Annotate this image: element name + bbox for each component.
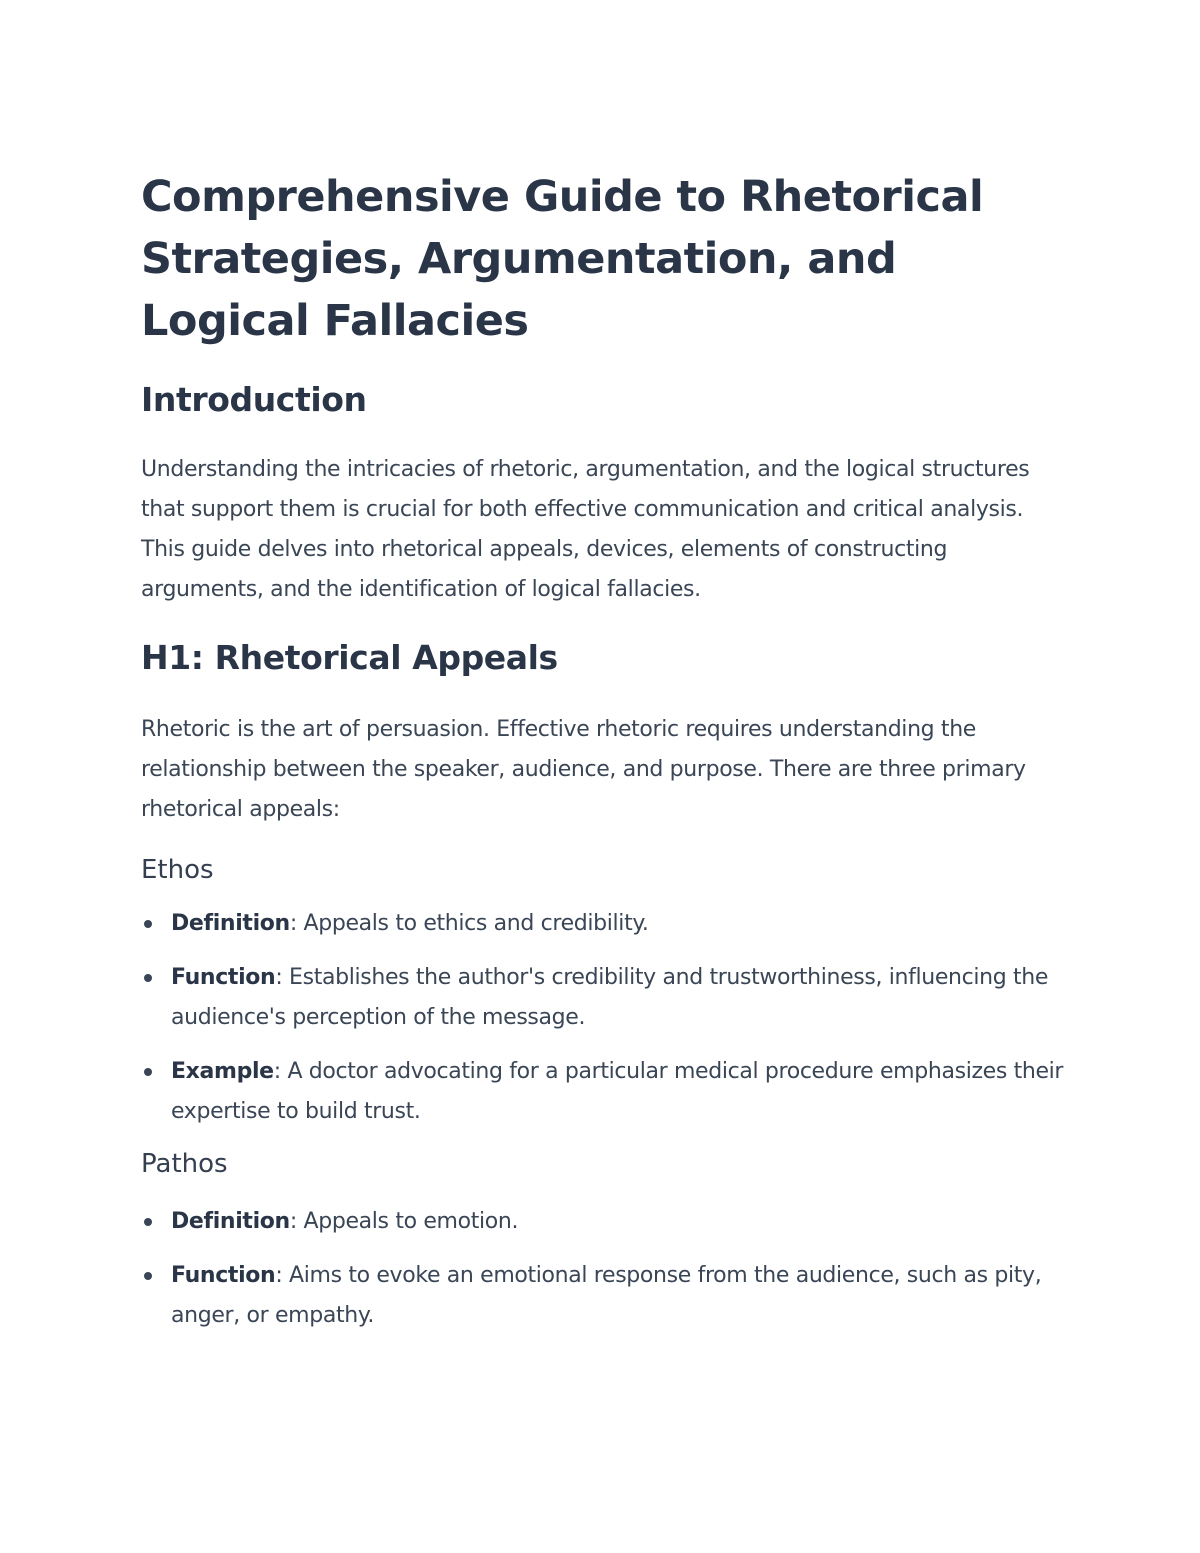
- item-term: Function: [171, 1263, 276, 1288]
- rhetorical-appeals-paragraph: Rhetoric is the art of persuasion. Effective rhetoric requires understanding the relationship between the speaker, audience, and purpose. There are three primary rhetorical appeals:: [141, 717, 1026, 822]
- list-item: [141, 958, 1071, 1038]
- item-term: Example: [171, 1059, 274, 1084]
- pathos-heading: Pathos: [141, 1149, 228, 1179]
- ethos-list: [141, 904, 1071, 1132]
- item-text: : Appeals to emotion.: [289, 1209, 519, 1234]
- bullet-icon: [144, 1272, 152, 1280]
- bullet-icon: [144, 1218, 152, 1226]
- bullet-icon: [144, 920, 152, 928]
- introduction-paragraph: Understanding the intricacies of rhetoric, argumentation, and the logical structures that support them is crucial for both effective communication and critical analysis. This guide delves into rhetorical appeals, devices, elements of constructing arguments, and the identification of logical fallacies.: [141, 457, 1030, 602]
- item-text: : Appeals to ethics and credibility.: [289, 911, 649, 936]
- item-text: : Aims to evoke an emotional response from the audience, such as pity, anger, or empathy.: [171, 1263, 1042, 1328]
- list-item: [141, 904, 1071, 944]
- list-item: [141, 1052, 1071, 1132]
- bullet-icon: [144, 974, 152, 982]
- ethos-heading: Ethos: [141, 855, 214, 885]
- item-text: : A doctor advocating for a particular medical procedure emphasizes their expertise to build trust.: [171, 1059, 1064, 1124]
- pathos-list: [141, 1202, 1071, 1336]
- page-title: Comprehensive Guide to Rhetorical Strategies, Argumentation, and Logical Fallacies: [141, 172, 984, 346]
- introduction-heading: Introduction: [141, 380, 367, 419]
- list-item: [141, 1202, 1071, 1242]
- list-item: [141, 1256, 1071, 1336]
- item-term: Function: [171, 965, 276, 990]
- item-term: Definition: [171, 911, 290, 936]
- document-page: [141, 166, 1071, 1350]
- rhetorical-appeals-heading: H1: Rhetorical Appeals: [141, 638, 558, 677]
- item-term: Definition: [171, 1209, 290, 1234]
- item-text: : Establishes the author's credibility and trustworthiness, influencing the audience's perception of the message.: [171, 965, 1049, 1030]
- bullet-icon: [144, 1068, 152, 1076]
